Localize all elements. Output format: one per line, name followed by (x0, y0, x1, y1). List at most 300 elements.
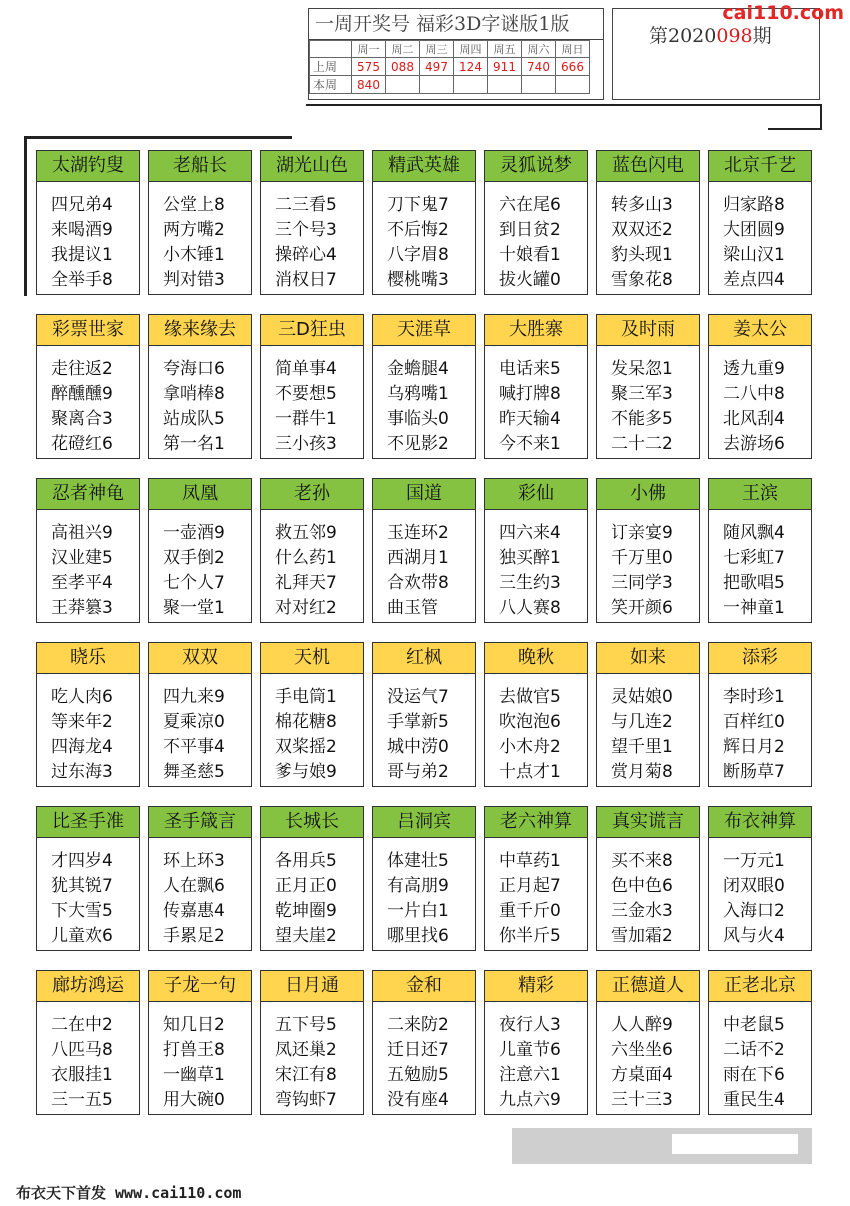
day-header: 周四 (454, 41, 488, 58)
riddle-line: 今不来1 (499, 434, 561, 454)
riddle-line: 至孝平4 (51, 573, 113, 593)
draw-number (420, 76, 454, 94)
riddle-card (148, 970, 252, 1115)
card-lines (485, 346, 587, 457)
card-lines (597, 1002, 699, 1113)
card-title: 凤凰 (149, 479, 251, 510)
riddle-line: 人在飘6 (163, 876, 225, 896)
riddle-line: 哪里找6 (387, 926, 449, 946)
card-title: 子龙一句 (149, 971, 251, 1002)
riddle-line: 九点六9 (499, 1090, 561, 1110)
card-title: 老六神算 (485, 807, 587, 838)
riddle-card (596, 478, 700, 623)
riddle-line: 透九重9 (723, 359, 785, 379)
table-row (310, 58, 590, 76)
card-lines (597, 838, 699, 949)
riddle-line: 断肠草7 (723, 762, 785, 782)
riddle-line: 不后悔2 (387, 220, 449, 240)
draw-number: 840 (352, 76, 386, 94)
riddle-card (596, 150, 700, 295)
card-title: 老孙 (261, 479, 363, 510)
riddle-line: 订亲宴9 (611, 523, 673, 543)
riddle-line: 十娘看1 (499, 245, 561, 265)
card-lines (485, 674, 587, 785)
card-lines (373, 182, 475, 293)
riddle-line: 金蟾腿4 (387, 359, 449, 379)
riddle-line: 入海口2 (723, 901, 785, 921)
card-title: 缘来缘去 (149, 315, 251, 346)
draw-number: 575 (352, 58, 386, 76)
riddle-card (260, 314, 364, 459)
riddle-line: 灵姑娘0 (611, 687, 673, 707)
card-lines (261, 674, 363, 785)
card-title: 布衣神算 (709, 807, 811, 838)
table-row (310, 76, 590, 94)
riddle-line: 过东海3 (51, 762, 113, 782)
card-title: 吕洞宾 (373, 807, 475, 838)
card-title: 廊坊鸿运 (37, 971, 139, 1002)
riddle-line: 乾坤圈9 (275, 901, 337, 921)
riddle-line: 什么药1 (275, 548, 337, 568)
card-title: 圣手箴言 (149, 807, 251, 838)
card-lines (485, 1002, 587, 1113)
riddle-line: 玉连环2 (387, 523, 449, 543)
card-title: 双双 (149, 643, 251, 674)
card-title: 蓝色闪电 (597, 151, 699, 182)
riddle-line: 雪加霜2 (611, 926, 673, 946)
corner-cell (310, 41, 352, 58)
riddle-line: 三个号3 (275, 220, 337, 240)
riddle-line: 全举手8 (51, 270, 113, 290)
draw-number (556, 76, 590, 94)
riddle-line: 差点四4 (723, 270, 785, 290)
riddle-line: 双手倒2 (163, 548, 225, 568)
riddle-card (372, 642, 476, 787)
riddle-card (148, 314, 252, 459)
header-rule-tail (768, 128, 822, 130)
riddle-line: 各用兵5 (275, 851, 337, 871)
riddle-line: 色中色6 (611, 876, 673, 896)
riddle-card (148, 478, 252, 623)
riddle-line: 没运气7 (387, 687, 449, 707)
header-rule-vertical (820, 104, 822, 130)
card-title: 小佛 (597, 479, 699, 510)
card-lines (597, 510, 699, 621)
riddle-card (484, 806, 588, 951)
riddle-line: 衣服挂1 (51, 1065, 113, 1085)
riddle-grid (36, 150, 816, 1115)
riddle-line: 礼拜天7 (275, 573, 337, 593)
riddle-line: 五下号5 (275, 1015, 337, 1035)
riddle-card (372, 970, 476, 1115)
riddle-line: 有高朋9 (387, 876, 449, 896)
riddle-line: 风与火4 (723, 926, 785, 946)
riddle-card (36, 478, 140, 623)
riddle-line: 哥与弟2 (387, 762, 449, 782)
riddle-line: 七彩虹7 (723, 548, 785, 568)
riddle-card (484, 314, 588, 459)
day-header: 周三 (420, 41, 454, 58)
riddle-line: 不要想5 (275, 384, 337, 404)
riddle-line: 八字眉8 (387, 245, 449, 265)
card-lines (261, 838, 363, 949)
day-header: 周一 (352, 41, 386, 58)
day-header: 周六 (522, 41, 556, 58)
draw-number: 740 (522, 58, 556, 76)
card-title: 添彩 (709, 643, 811, 674)
riddle-card (708, 150, 812, 295)
riddle-line: 去游场6 (723, 434, 785, 454)
draw-table (309, 40, 590, 94)
riddle-line: 站成队5 (163, 409, 225, 429)
riddle-card (484, 478, 588, 623)
issue-prefix: 第2020 (649, 25, 717, 47)
riddle-line: 樱桃嘴3 (387, 270, 449, 290)
riddle-line: 事临头0 (387, 409, 449, 429)
card-lines (373, 510, 475, 621)
riddle-card (372, 150, 476, 295)
riddle-line: 不平事4 (163, 737, 225, 757)
riddle-line: 七个人7 (163, 573, 225, 593)
riddle-line: 二话不2 (723, 1040, 785, 1060)
riddle-line: 十点才1 (499, 762, 561, 782)
card-lines (373, 1002, 475, 1113)
riddle-line: 一群牛1 (275, 409, 337, 429)
riddle-line: 大团圆9 (723, 220, 785, 240)
riddle-line: 雨在下6 (723, 1065, 785, 1085)
riddle-line: 环上环3 (163, 851, 225, 871)
riddle-line: 发呆忽1 (611, 359, 673, 379)
riddle-line: 凤还巢2 (275, 1040, 337, 1060)
riddle-line: 笑开颜6 (611, 598, 673, 618)
riddle-line: 重民生4 (723, 1090, 785, 1110)
riddle-line: 夸海口6 (163, 359, 225, 379)
riddle-line: 中草药1 (499, 851, 561, 871)
card-lines (709, 674, 811, 785)
card-lines (149, 1002, 251, 1113)
card-title: 湖光山色 (261, 151, 363, 182)
riddle-card (596, 642, 700, 787)
riddle-card (148, 150, 252, 295)
card-lines (149, 182, 251, 293)
riddle-line: 把歌唱5 (723, 573, 785, 593)
card-title: 王滨 (709, 479, 811, 510)
riddle-line: 二三看5 (275, 195, 337, 215)
card-lines (37, 674, 139, 785)
card-title: 北京千艺 (709, 151, 811, 182)
riddle-card (708, 806, 812, 951)
card-lines (485, 182, 587, 293)
card-lines (709, 346, 811, 457)
card-title: 日月通 (261, 971, 363, 1002)
riddle-line: 赏月菊8 (611, 762, 673, 782)
riddle-line: 三金水3 (611, 901, 673, 921)
riddle-line: 一神童1 (723, 598, 785, 618)
riddle-line: 三小孩3 (275, 434, 337, 454)
riddle-line: 来喝酒9 (51, 220, 113, 240)
riddle-line: 王莽篡3 (51, 598, 113, 618)
day-header: 周日 (556, 41, 590, 58)
header-rule (306, 104, 822, 106)
card-title: 精彩 (485, 971, 587, 1002)
riddle-line: 合欢带8 (387, 573, 449, 593)
card-title: 晚秋 (485, 643, 587, 674)
card-lines (485, 510, 587, 621)
riddle-card (260, 478, 364, 623)
card-title: 三D狂虫 (261, 315, 363, 346)
riddle-line: 辉日月2 (723, 737, 785, 757)
riddle-line: 吹泡泡6 (499, 712, 561, 732)
riddle-line: 聚一堂1 (163, 598, 225, 618)
card-lines (597, 346, 699, 457)
card-lines (149, 838, 251, 949)
riddle-card (372, 806, 476, 951)
card-lines (709, 1002, 811, 1113)
riddle-line: 手掌新5 (387, 712, 449, 732)
riddle-line: 救五邻9 (275, 523, 337, 543)
riddle-line: 电话来5 (499, 359, 561, 379)
riddle-line: 方桌面4 (611, 1065, 673, 1085)
card-title: 精武英雄 (373, 151, 475, 182)
draw-number (386, 76, 420, 94)
riddle-line: 拔火罐0 (499, 270, 561, 290)
riddle-line: 到日贫2 (499, 220, 561, 240)
riddle-line: 你半斤5 (499, 926, 561, 946)
footer-white-slot (672, 1134, 798, 1154)
row-label: 本周 (310, 76, 352, 94)
riddle-line: 李时珍1 (723, 687, 785, 707)
day-header: 周五 (488, 41, 522, 58)
riddle-line: 夏乘凉0 (163, 712, 225, 732)
draw-number (522, 76, 556, 94)
riddle-line: 喊打牌8 (499, 384, 561, 404)
weekly-draw-panel (308, 8, 604, 100)
riddle-line: 吃人肉6 (51, 687, 113, 707)
riddle-line: 简单事4 (275, 359, 337, 379)
riddle-card (260, 642, 364, 787)
riddle-line: 手电筒1 (275, 687, 337, 707)
riddle-line: 舞圣慈5 (163, 762, 225, 782)
riddle-line: 走往返2 (51, 359, 113, 379)
riddle-card (36, 806, 140, 951)
riddle-line: 刀下鬼7 (387, 195, 449, 215)
riddle-line: 夜行人3 (499, 1015, 561, 1035)
riddle-line: 下大雪5 (51, 901, 113, 921)
riddle-card (148, 806, 252, 951)
riddle-line: 醉醺醺9 (51, 384, 113, 404)
riddle-line: 打兽王8 (163, 1040, 225, 1060)
riddle-line: 判对错3 (163, 270, 225, 290)
riddle-line: 迁日还7 (387, 1040, 449, 1060)
riddle-line: 归家路8 (723, 195, 785, 215)
riddle-line: 北风刮4 (723, 409, 785, 429)
riddle-line: 四海龙4 (51, 737, 113, 757)
riddle-card (708, 970, 812, 1115)
riddle-line: 人人醉9 (611, 1015, 673, 1035)
card-title: 红枫 (373, 643, 475, 674)
riddle-line: 百样红0 (723, 712, 785, 732)
riddle-card (708, 642, 812, 787)
riddle-line: 公堂上8 (163, 195, 225, 215)
riddle-line: 二八中8 (723, 384, 785, 404)
riddle-line: 才四岁4 (51, 851, 113, 871)
card-lines (37, 346, 139, 457)
table-row (310, 41, 590, 58)
riddle-line: 与几连2 (611, 712, 673, 732)
card-lines (37, 838, 139, 949)
riddle-card (36, 642, 140, 787)
riddle-line: 没有座4 (387, 1090, 449, 1110)
card-title: 灵狐说梦 (485, 151, 587, 182)
card-lines (261, 182, 363, 293)
riddle-line: 八匹马8 (51, 1040, 113, 1060)
riddle-line: 传嘉惠4 (163, 901, 225, 921)
draw-number: 088 (386, 58, 420, 76)
riddle-line: 六在尾6 (499, 195, 561, 215)
riddle-card (596, 806, 700, 951)
card-lines (261, 510, 363, 621)
riddle-line: 独买醉1 (499, 548, 561, 568)
riddle-card (260, 970, 364, 1115)
riddle-line: 正月起7 (499, 876, 561, 896)
riddle-line: 对对红2 (275, 598, 337, 618)
card-title: 姜太公 (709, 315, 811, 346)
riddle-line: 聚三军3 (611, 384, 673, 404)
card-title: 晓乐 (37, 643, 139, 674)
riddle-line: 三一五5 (51, 1090, 113, 1110)
riddle-line: 雪象花8 (611, 270, 673, 290)
riddle-line: 转多山3 (611, 195, 673, 215)
card-lines (149, 346, 251, 457)
riddle-card (596, 970, 700, 1115)
riddle-line: 二十二2 (611, 434, 673, 454)
riddle-line: 三生约3 (499, 573, 561, 593)
card-title: 及时雨 (597, 315, 699, 346)
riddle-line: 花磴红6 (51, 434, 113, 454)
riddle-line: 三十三3 (611, 1090, 673, 1110)
riddle-line: 去做官5 (499, 687, 561, 707)
riddle-line: 不见影2 (387, 434, 449, 454)
riddle-card (372, 314, 476, 459)
riddle-card (708, 314, 812, 459)
card-title: 长城长 (261, 807, 363, 838)
draw-number: 124 (454, 58, 488, 76)
riddle-line: 儿童节6 (499, 1040, 561, 1060)
riddle-line: 三同学3 (611, 573, 673, 593)
riddle-card (484, 970, 588, 1115)
page-title: 一周开奖号 福彩3D字谜版1版 (309, 9, 603, 40)
riddle-line: 一壶酒9 (163, 523, 225, 543)
card-lines (485, 838, 587, 949)
card-lines (597, 674, 699, 785)
riddle-line: 消权日7 (275, 270, 337, 290)
issue-suffix: 期 (752, 25, 772, 47)
riddle-line: 西湖月1 (387, 548, 449, 568)
riddle-line: 用大碗0 (163, 1090, 225, 1110)
riddle-line: 不能多5 (611, 409, 673, 429)
card-title: 真实谎言 (597, 807, 699, 838)
footer-credit: 布衣天下首发 www.cai110.com (16, 1184, 242, 1202)
riddle-line: 重千斤0 (499, 901, 561, 921)
card-lines (709, 182, 811, 293)
card-lines (261, 1002, 363, 1113)
riddle-line: 儿童欢6 (51, 926, 113, 946)
riddle-card (372, 478, 476, 623)
riddle-line: 千万里0 (611, 548, 673, 568)
riddle-line: 四兄弟4 (51, 195, 113, 215)
riddle-line: 小木锤1 (163, 245, 225, 265)
card-title: 彩票世家 (37, 315, 139, 346)
riddle-line: 八人赛8 (499, 598, 561, 618)
card-title: 如来 (597, 643, 699, 674)
riddle-line: 一幽草1 (163, 1065, 225, 1085)
riddle-line: 闭双眼0 (723, 876, 785, 896)
riddle-line: 汉业建5 (51, 548, 113, 568)
card-title: 正老北京 (709, 971, 811, 1002)
brand-logo[interactable]: cai110.com (722, 2, 844, 24)
grid-top-rule (24, 136, 292, 139)
riddle-line: 爹与娘9 (275, 762, 337, 782)
card-title: 比圣手准 (37, 807, 139, 838)
riddle-line: 弯钩虾7 (275, 1090, 337, 1110)
riddle-line: 昨天输4 (499, 409, 561, 429)
riddle-line: 一片白1 (387, 901, 449, 921)
card-lines (373, 674, 475, 785)
riddle-line: 知几日2 (163, 1015, 225, 1035)
card-title: 大胜寨 (485, 315, 587, 346)
card-lines (709, 838, 811, 949)
row-label: 上周 (310, 58, 352, 76)
riddle-line: 豹头现1 (611, 245, 673, 265)
riddle-line: 高祖兴9 (51, 523, 113, 543)
riddle-line: 六坐坐6 (611, 1040, 673, 1060)
riddle-line: 犹其锐7 (51, 876, 113, 896)
riddle-line: 一万元1 (723, 851, 785, 871)
card-title: 老船长 (149, 151, 251, 182)
riddle-line: 第一名1 (163, 434, 225, 454)
card-lines (149, 674, 251, 785)
riddle-line: 手累足2 (163, 926, 225, 946)
riddle-card (148, 642, 252, 787)
card-title: 彩仙 (485, 479, 587, 510)
riddle-line: 正月正0 (275, 876, 337, 896)
card-lines (37, 1002, 139, 1113)
issue-num: 098 (716, 25, 753, 47)
riddle-line: 五勉励5 (387, 1065, 449, 1085)
draw-number: 911 (488, 58, 522, 76)
riddle-line: 拿哨棒8 (163, 384, 225, 404)
riddle-line: 聚离合3 (51, 409, 113, 429)
riddle-line: 等来年2 (51, 712, 113, 732)
card-lines (261, 346, 363, 457)
riddle-card (260, 150, 364, 295)
riddle-line: 注意六1 (499, 1065, 561, 1085)
card-title: 国道 (373, 479, 475, 510)
riddle-line: 二来防2 (387, 1015, 449, 1035)
issue-number (649, 21, 772, 48)
riddle-line: 买不来8 (611, 851, 673, 871)
riddle-line: 望夫崖2 (275, 926, 337, 946)
card-title: 天机 (261, 643, 363, 674)
riddle-line: 双双还2 (611, 220, 673, 240)
riddle-line: 四九来9 (163, 687, 225, 707)
riddle-line: 操碎心4 (275, 245, 337, 265)
riddle-line: 望千里1 (611, 737, 673, 757)
riddle-line: 我提议1 (51, 245, 113, 265)
riddle-line: 棉花糖8 (275, 712, 337, 732)
riddle-line: 城中涝0 (387, 737, 449, 757)
card-lines (373, 838, 475, 949)
